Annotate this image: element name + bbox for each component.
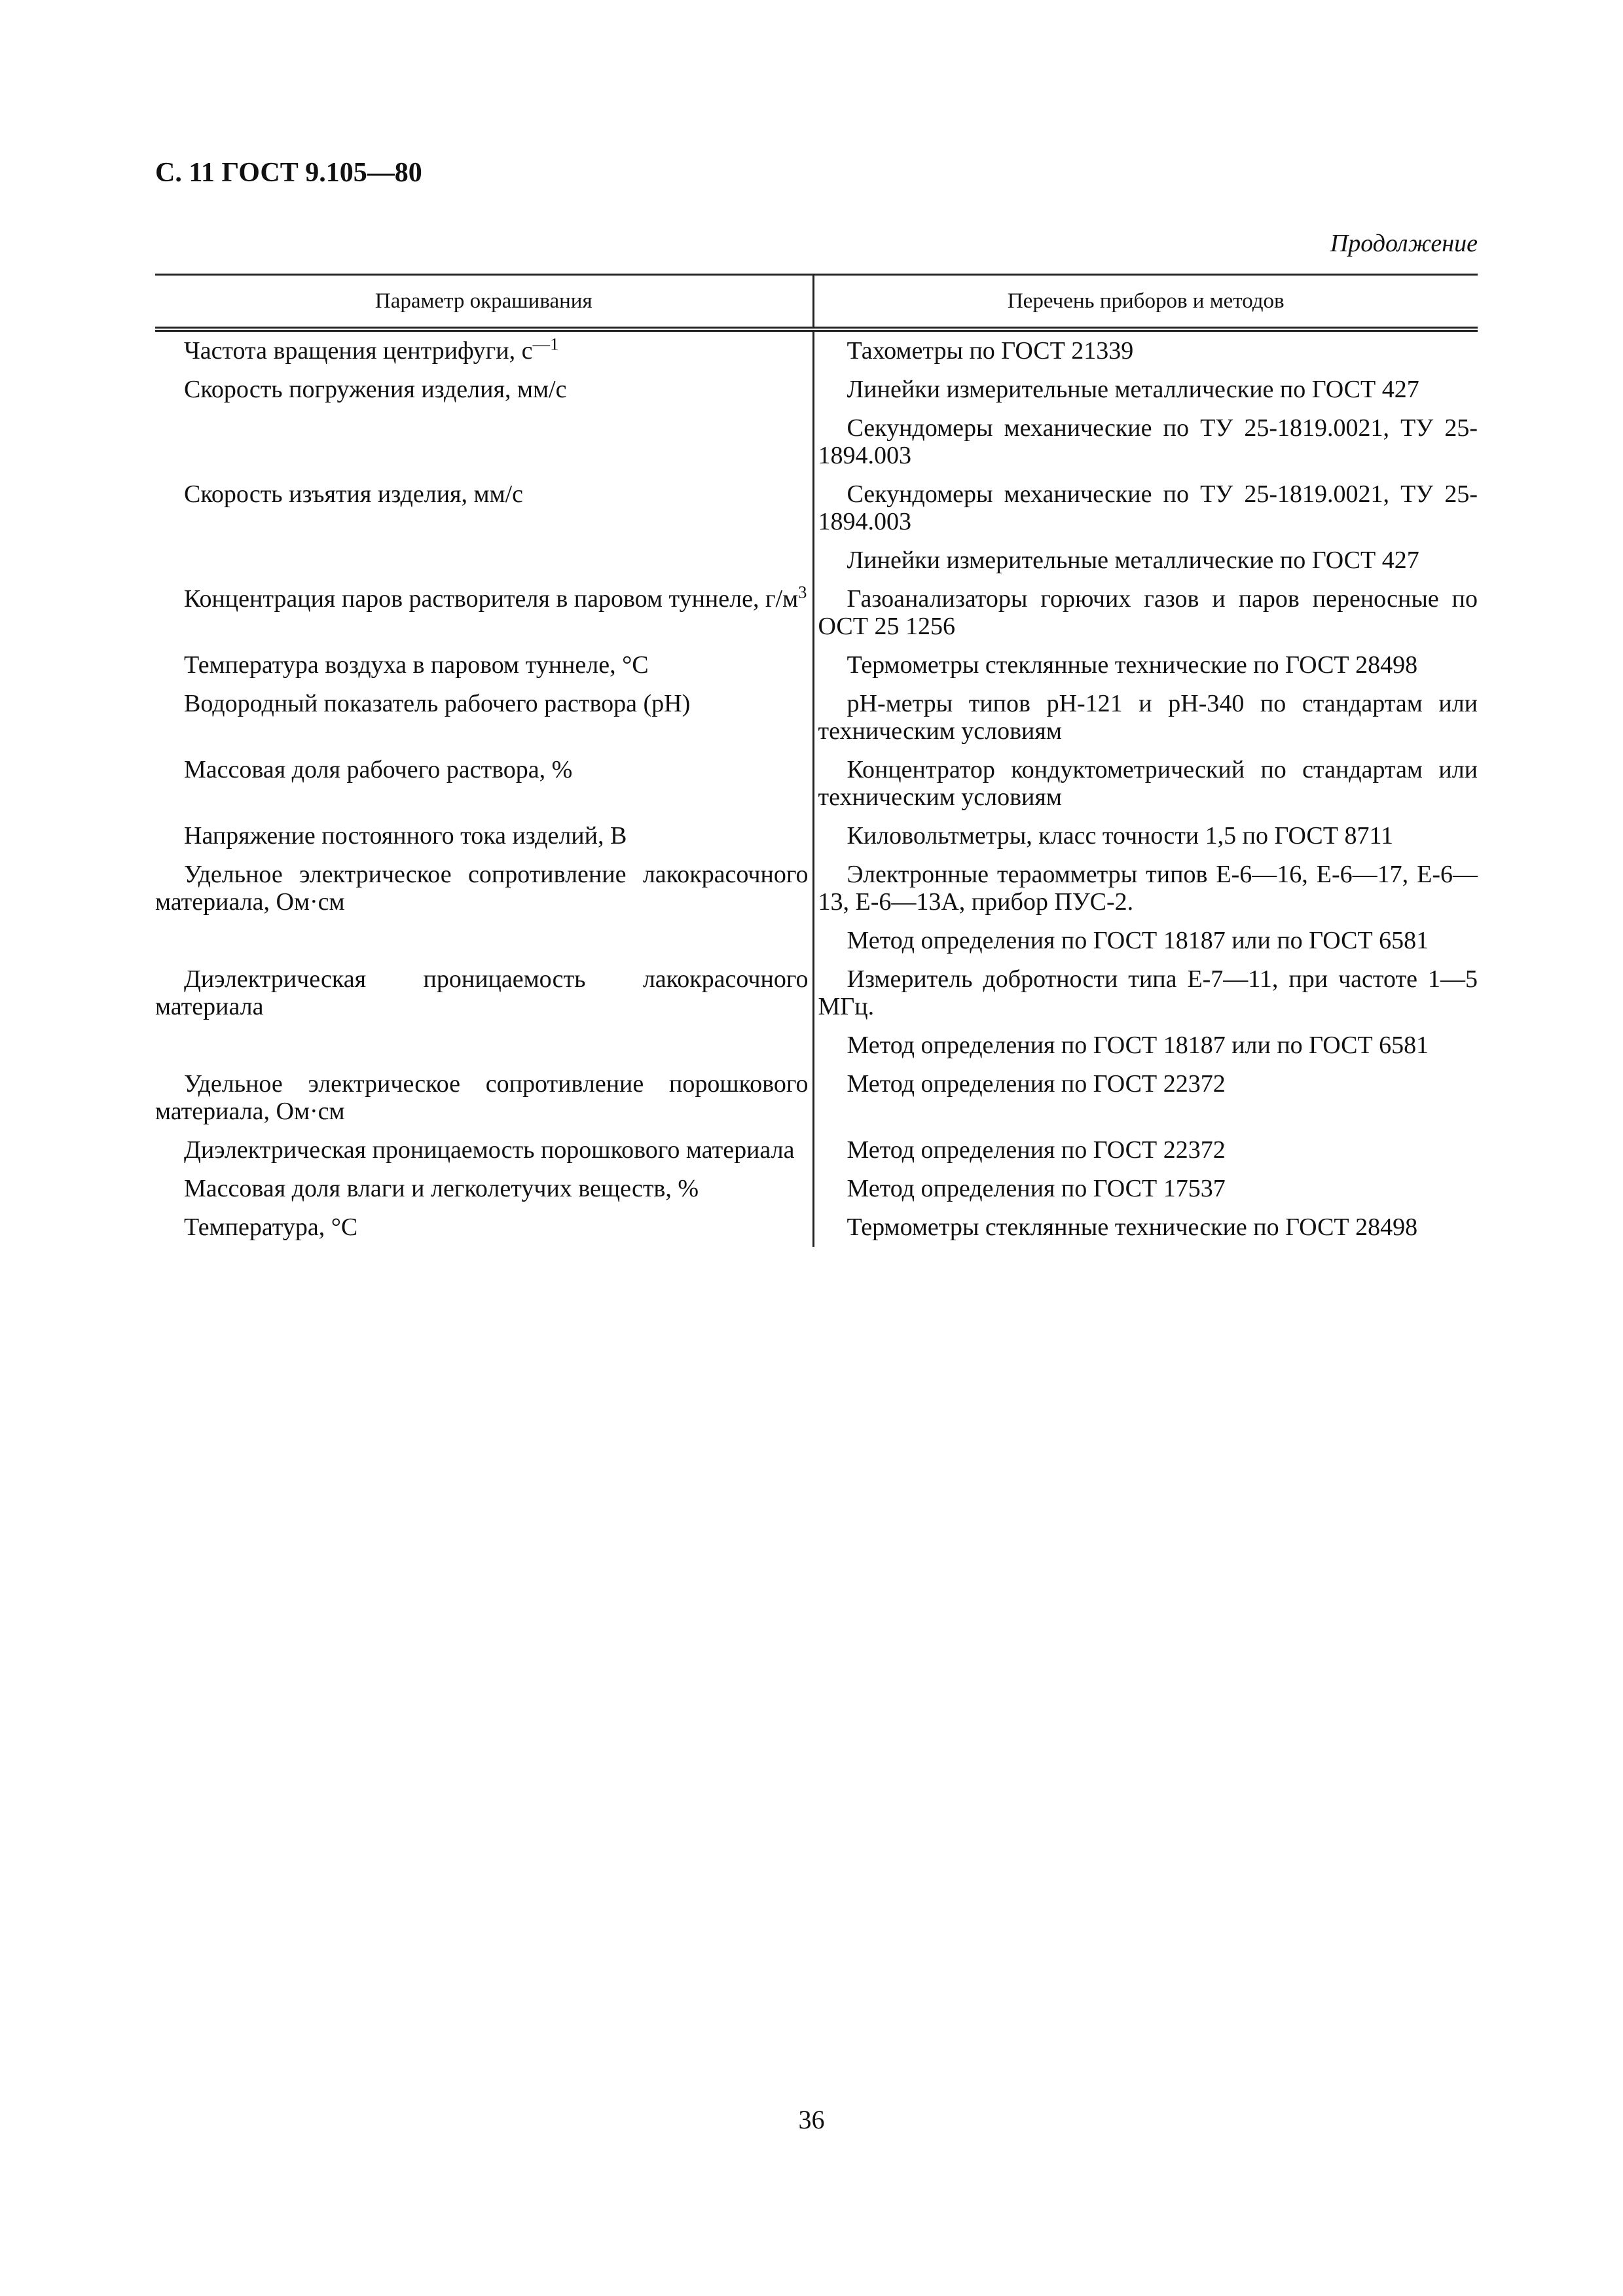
- method-text: Метод определения по ГОСТ 22372: [847, 1070, 1226, 1098]
- table-row: [155, 541, 1478, 580]
- table-row: [155, 922, 1478, 960]
- method-cell: [813, 1065, 1478, 1131]
- table-row: [155, 685, 1478, 751]
- param-cell: [155, 541, 813, 580]
- method-text: Измеритель добротности типа Е-7—11, при частоте 1—5 МГц.: [818, 965, 1478, 1020]
- method-text: Секундомеры механические по ТУ 25-1819.0021, ТУ 25-1894.003: [818, 414, 1478, 469]
- param-text: Диэлектрическая проницаемость порошкового материала: [184, 1136, 795, 1164]
- param-text: Напряжение постоянного тока изделий, В: [184, 822, 627, 850]
- method-cell: [813, 960, 1478, 1026]
- param-cell: [155, 1170, 813, 1208]
- param-cell: [155, 1065, 813, 1131]
- method-cell: [813, 817, 1478, 855]
- table-header-row: [155, 275, 1478, 330]
- method-cell: [813, 646, 1478, 685]
- param-cell: [155, 646, 813, 685]
- method-cell: [813, 580, 1478, 646]
- method-cell: [813, 751, 1478, 817]
- param-text: Водородный показатель рабочего раствора (рН): [184, 690, 691, 717]
- method-cell: [813, 329, 1478, 370]
- parameters-table-container: [155, 274, 1478, 1247]
- method-text: Тахометры по ГОСТ 21339: [847, 337, 1134, 365]
- table-row: [155, 855, 1478, 922]
- param-text: Температура воздуха в паровом туннеле, °С: [184, 651, 649, 679]
- table-row: [155, 751, 1478, 817]
- param-superscript: 3: [798, 582, 807, 602]
- table-row: [155, 409, 1478, 475]
- table-row: [155, 1026, 1478, 1065]
- param-cell: [155, 960, 813, 1026]
- method-cell: [813, 855, 1478, 922]
- table-row: [155, 646, 1478, 685]
- header-param: Параметр окрашивания: [155, 275, 813, 330]
- method-text: Термометры стеклянные технические по ГОСТ 28498: [847, 651, 1418, 679]
- table-row: [155, 329, 1478, 370]
- param-text: Концентрация паров растворителя в паровом туннеле, г/м: [184, 585, 799, 613]
- param-text: Диэлектрическая проницаемость лакокрасочного материала: [155, 965, 809, 1020]
- method-cell: [813, 685, 1478, 751]
- page-number: 36: [798, 2105, 825, 2134]
- param-cell: [155, 329, 813, 370]
- method-text: Метод определения по ГОСТ 18187 или по ГОСТ 6581: [847, 1031, 1429, 1059]
- continuation-label: Продолжение: [1330, 230, 1478, 257]
- table-row: [155, 960, 1478, 1026]
- param-text: Массовая доля рабочего раствора, %: [184, 756, 573, 783]
- param-text: Массовая доля влаги и легколетучих веществ, %: [184, 1175, 699, 1202]
- table-body: [155, 329, 1478, 1247]
- param-cell: [155, 580, 813, 646]
- method-text: Газоанализаторы горючих газов и паров переносные по ОСТ 25 1256: [818, 585, 1478, 640]
- table-row: [155, 1065, 1478, 1131]
- param-cell: [155, 855, 813, 922]
- param-cell: [155, 685, 813, 751]
- header-method: Перечень приборов и методов: [813, 275, 1478, 330]
- method-text: рН-метры типов рН-121 и рН-340 по стандартам или техническим условиям: [818, 690, 1478, 745]
- method-text: Метод определения по ГОСТ 18187 или по ГОСТ 6581: [847, 927, 1429, 954]
- param-superscript: —1: [532, 334, 559, 354]
- method-cell: [813, 1170, 1478, 1208]
- param-text: Удельное электрическое сопротивление порошкового материала, Ом·см: [155, 1070, 809, 1125]
- table-row: [155, 580, 1478, 646]
- param-text: Скорость изъятия изделия, мм/с: [184, 480, 524, 508]
- method-text: Киловольтметры, класс точности 1,5 по ГОСТ 8711: [847, 822, 1394, 850]
- param-cell: [155, 409, 813, 475]
- table-row: [155, 1208, 1478, 1247]
- method-cell: [813, 1208, 1478, 1247]
- method-cell: [813, 370, 1478, 409]
- method-cell: [813, 922, 1478, 960]
- table-row: [155, 370, 1478, 409]
- parameters-table: [155, 274, 1478, 1247]
- method-cell: [813, 1131, 1478, 1170]
- method-text: Метод определения по ГОСТ 17537: [847, 1175, 1226, 1202]
- method-text: Термометры стеклянные технические по ГОСТ 28498: [847, 1213, 1418, 1241]
- method-text: Электронные тераомметры типов Е-6—16, Е-6—17, Е-6—13, Е-6—13А, прибор ПУС-2.: [818, 861, 1478, 916]
- param-text: Скорость погружения изделия, мм/с: [184, 376, 567, 403]
- method-cell: [813, 409, 1478, 475]
- page-header: С. 11 ГОСТ 9.105—80: [155, 158, 422, 188]
- table-row: [155, 817, 1478, 855]
- param-cell: [155, 922, 813, 960]
- method-cell: [813, 475, 1478, 541]
- param-text: Удельное электрическое сопротивление лакокрасочного материала, Ом·см: [155, 861, 809, 916]
- param-cell: [155, 1208, 813, 1247]
- method-text: Линейки измерительные металлические по ГОСТ 427: [847, 376, 1419, 403]
- method-text: Линейки измерительные металлические по ГОСТ 427: [847, 547, 1419, 574]
- param-cell: [155, 1131, 813, 1170]
- method-cell: [813, 541, 1478, 580]
- param-text: Температура, °С: [184, 1213, 358, 1241]
- method-text: Концентратор кондуктометрический по стандартам или техническим условиям: [818, 756, 1478, 811]
- param-cell: [155, 751, 813, 817]
- table-row: [155, 475, 1478, 541]
- method-text: Метод определения по ГОСТ 22372: [847, 1136, 1226, 1164]
- param-cell: [155, 370, 813, 409]
- param-text: Частота вращения центрифуги, с: [184, 337, 533, 365]
- method-cell: [813, 1026, 1478, 1065]
- table-row: [155, 1170, 1478, 1208]
- table-row: [155, 1131, 1478, 1170]
- param-cell: [155, 1026, 813, 1065]
- param-cell: [155, 475, 813, 541]
- param-cell: [155, 817, 813, 855]
- method-text: Секундомеры механические по ТУ 25-1819.0021, ТУ 25-1894.003: [818, 480, 1478, 535]
